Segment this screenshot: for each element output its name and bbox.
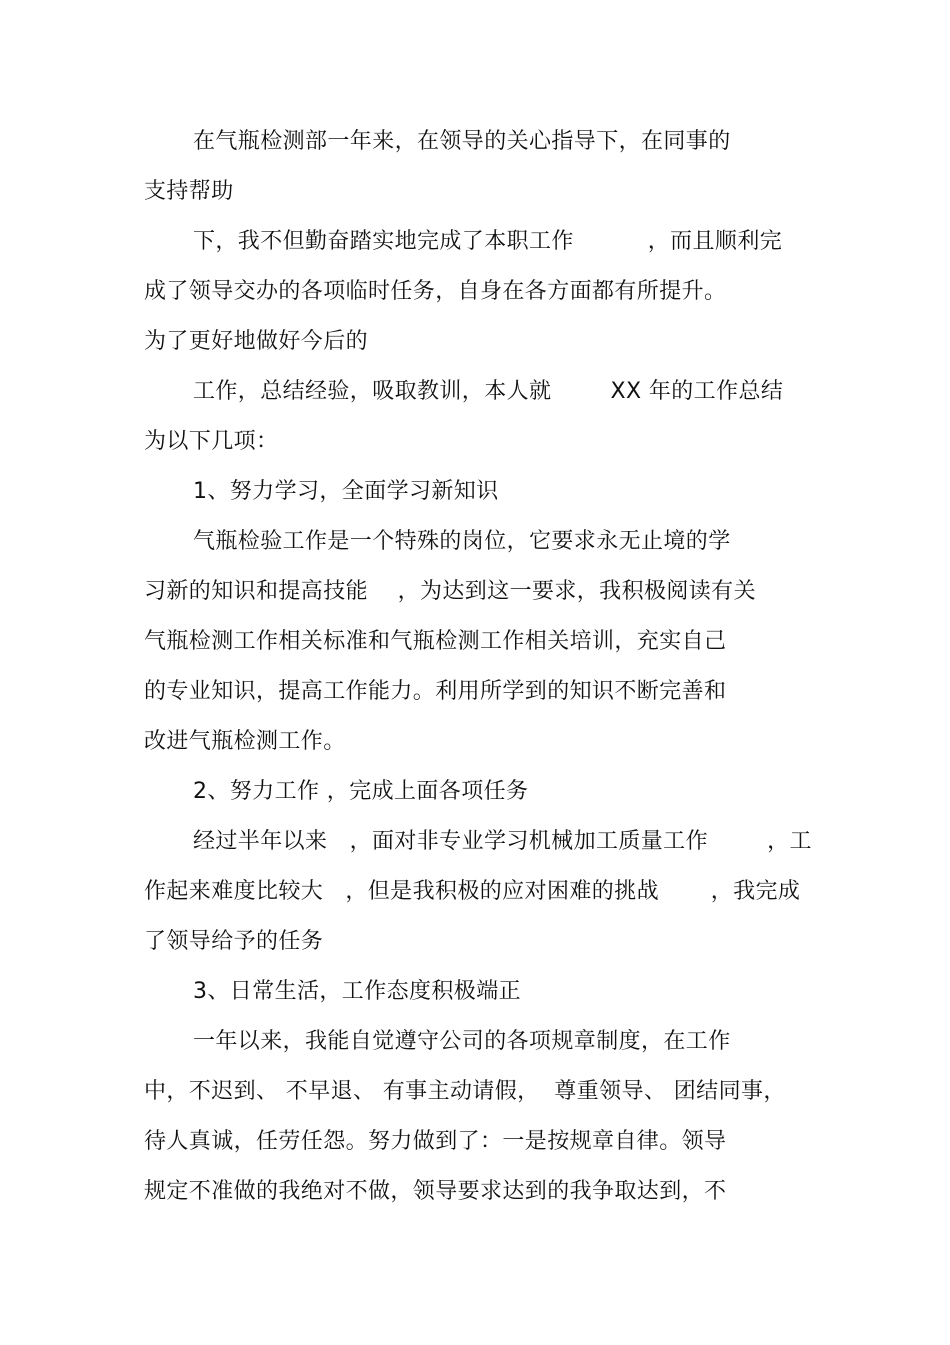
text-line: 为以下几项： <box>144 429 279 454</box>
text-line: 作起来难度比较大 ，但是我积极的应对困难的挑战 ，我完成 <box>144 879 801 904</box>
text-line: 中，不迟到、 不早退、 有事主动请假， 尊重领导、 团结同事， <box>144 1079 786 1104</box>
text-line: 工作，总结经验，吸取教训，本人就 XX 年的工作总结 <box>193 379 784 404</box>
text-line: 一年以来，我能自觉遵守公司的各项规章制度，在工作 <box>193 1029 731 1054</box>
text-line: 的专业知识，提高工作能力。利用所学到的知识不断完善和 <box>144 679 727 704</box>
text-line: 规定不准做的我绝对不做，领导要求达到的我争取达到，不 <box>144 1179 727 1204</box>
text-line: 气瓶检测工作相关标准和气瓶检测工作相关培训，充实自己 <box>144 629 727 654</box>
text-line: 经过半年以来 ，面对非专业学习机械加工质量工作 ，工 <box>193 829 812 854</box>
text-line: 支持帮助 <box>144 179 234 204</box>
section-heading: 2、努力工作 ，完成上面各项任务 <box>193 779 529 804</box>
text-line: 了领导给予的任务 <box>144 929 324 954</box>
text-line: 待人真诚，任劳任怨。努力做到了：一是按规章自律。领导 <box>144 1129 727 1154</box>
text-line: 在气瓶检测部一年来，在领导的关心指导下，在同事的 <box>193 129 731 154</box>
text-line: 气瓶检验工作是一个特殊的岗位，它要求永无止境的学 <box>193 529 731 554</box>
text-line: 为了更好地做好今后的 <box>144 329 369 354</box>
text-line: 改进气瓶检测工作。 <box>144 729 346 754</box>
text-line: 习新的知识和提高技能 ，为达到这一要求，我积极阅读有关 <box>144 579 756 604</box>
text-line: 成了领导交办的各项临时任务，自身在各方面都有所提升。 <box>144 279 727 304</box>
text-line: 下，我不但勤奋踏实地完成了本职工作 ，而且顺利完 <box>193 229 783 254</box>
section-heading: 1、努力学习，全面学习新知识 <box>193 479 499 504</box>
section-heading: 3、日常生活，工作态度积极端正 <box>193 979 521 1004</box>
